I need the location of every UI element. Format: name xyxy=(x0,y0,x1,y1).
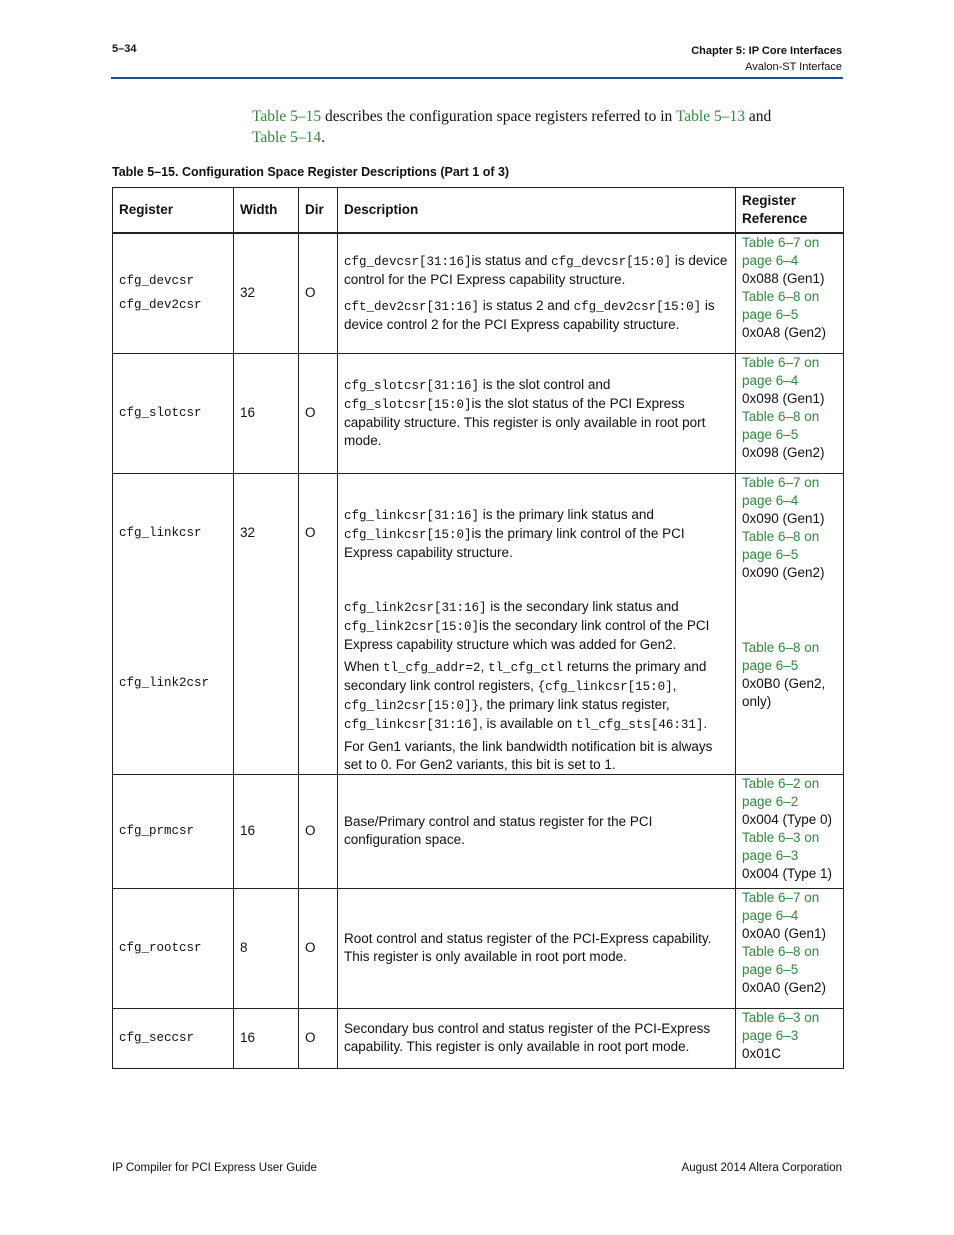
ref-link[interactable]: Table 6–8 on xyxy=(742,528,820,544)
ref-offset: only) xyxy=(742,693,772,709)
dir-cell: O xyxy=(299,1008,338,1068)
signal-name: tl_cfg_addr=2 xyxy=(383,660,481,675)
description-cell xyxy=(338,233,736,353)
ref-link[interactable]: page 6–4 xyxy=(742,492,799,508)
ref-offset: 0x098 (Gen1) xyxy=(742,390,825,406)
signal-name: cfg_dev2csr[15:0] xyxy=(573,300,702,315)
dir-value: O xyxy=(305,524,316,540)
running-header xyxy=(691,43,842,75)
footer-title: IP Compiler for PCI Express User Guide xyxy=(112,1162,317,1174)
desc-text: is the secondary link status and xyxy=(486,598,679,614)
col-dir: Dir xyxy=(299,188,338,234)
ref-link[interactable]: Table 6–2 on xyxy=(742,775,820,791)
ref-offset: 0x01C xyxy=(742,1045,782,1061)
ref-offset: 0x004 (Type 0) xyxy=(742,811,833,827)
signal-name: cfg_devcsr[15:0] xyxy=(551,255,672,270)
intro-text: and xyxy=(744,108,772,125)
width-cell xyxy=(234,473,299,774)
table-row xyxy=(113,473,844,774)
section-title: Avalon-ST Interface xyxy=(745,61,842,73)
signal-name: cfg_link2csr[15:0] xyxy=(344,619,480,634)
ref-offset: 0x004 (Type 1) xyxy=(742,865,833,881)
ref-link[interactable]: page 6–4 xyxy=(742,253,799,268)
ref-link[interactable]: page 6–4 xyxy=(742,907,799,923)
desc-text: , xyxy=(672,677,677,693)
register-cell: cfg_rootcsr xyxy=(113,888,234,1008)
description-cell: Secondary bus control and status register of the PCI-Express capability. This register is only available in root port mode. xyxy=(338,1008,736,1068)
reference-cell xyxy=(736,353,844,473)
dir-cell: O xyxy=(299,233,338,353)
intro-paragraph xyxy=(252,106,842,148)
dir-cell xyxy=(299,473,338,774)
desc-text: is status 2 and xyxy=(479,298,574,314)
signal-name: cfg_slotcsr[31:16] xyxy=(344,379,480,393)
page-number: 5–34 xyxy=(112,43,137,55)
desc-text: returns the primary and secondary link control registers, xyxy=(344,658,707,693)
intro-text: . xyxy=(321,129,325,146)
signal-name: cfg_link2csr[31:16] xyxy=(344,600,487,615)
col-width: Width xyxy=(234,188,299,234)
table-row xyxy=(113,888,844,1008)
ref-link[interactable]: page 6–3 xyxy=(742,847,799,863)
col-description: Description xyxy=(338,188,736,234)
desc-text: is the secondary link control of the PCI Express capability structure which was added for Gen2. xyxy=(344,617,710,652)
ref-link[interactable]: Table 6–8 on xyxy=(742,289,820,304)
signal-name: {cfg_linkcsr[15:0] xyxy=(537,679,673,694)
col-register: Register xyxy=(113,188,234,234)
desc-text: is the primary link status and xyxy=(479,506,654,522)
ref-link[interactable]: page 6–3 xyxy=(742,1027,799,1043)
desc-text: is the primary link control of the PCI Express capability structure. xyxy=(344,525,685,560)
width-cell: 16 xyxy=(234,353,299,473)
desc-text: For Gen1 variants, the link bandwidth notification bit is always set to 0. For Gen2 variants, this bit is set to 1. xyxy=(344,738,713,772)
register-cell xyxy=(113,233,234,353)
ref-offset: 0x0B0 (Gen2, xyxy=(742,675,826,691)
ref-offset: 0x088 (Gen1) xyxy=(742,271,825,286)
signal-name: cfg_linkcsr[15:0] xyxy=(344,527,472,542)
width-cell: 8 xyxy=(234,888,299,1008)
signal-name: cfg_linkcsr[31:16] xyxy=(344,717,480,732)
register-name: cfg_devcsr xyxy=(119,274,195,289)
ref-link[interactable]: Table 6–7 on xyxy=(742,474,820,490)
ref-link[interactable]: Table 6–7 on xyxy=(742,889,820,905)
ref-offset: 0x0A0 (Gen1) xyxy=(742,925,827,941)
register-name: cfg_linkcsr xyxy=(119,525,202,540)
register-cell: cfg_seccsr xyxy=(113,1008,234,1068)
register-cell: cfg_prmcsr xyxy=(113,774,234,888)
desc-text: is the slot control and xyxy=(479,377,611,392)
ref-link[interactable]: Table 6–7 on xyxy=(742,235,820,250)
footer-date-company: August 2014 Altera Corporation xyxy=(681,1162,842,1174)
ref-link[interactable]: Table 6–8 on xyxy=(742,943,820,959)
dir-cell: O xyxy=(299,353,338,473)
signal-name: tl_cfg_sts[46:31] xyxy=(575,717,704,732)
ref-link[interactable]: page 6–5 xyxy=(742,961,799,977)
chapter-title: Chapter 5: IP Core Interfaces xyxy=(691,45,842,57)
signal-name: cfg_devcsr[31:16] xyxy=(344,255,472,270)
desc-text: When xyxy=(344,658,384,674)
signal-name: cfg_linkcsr[31:16] xyxy=(344,508,480,523)
ref-link[interactable]: page 6–2 xyxy=(742,793,799,809)
register-name: cfg_dev2csr xyxy=(119,298,202,313)
signal-name: tl_cfg_ctl xyxy=(488,660,564,675)
desc-text: is device control for the PCI Express capability structure. xyxy=(344,253,728,288)
ref-link[interactable]: page 6–5 xyxy=(742,426,799,442)
link-table-5-14[interactable]: Table 5–14 xyxy=(252,129,322,146)
description-cell: Root control and status register of the PCI-Express capability. This register is only available in root port mode. xyxy=(338,888,736,1008)
register-cell: cfg_slotcsr xyxy=(113,353,234,473)
desc-text: is device control 2 for the PCI Express capability structure. xyxy=(344,298,715,333)
table-row xyxy=(113,1008,844,1068)
table-row xyxy=(113,774,844,888)
ref-link[interactable]: page 6–5 xyxy=(742,307,799,322)
desc-text: is the slot status of the PCI Express capability structure. This register is only available in root port mode. xyxy=(344,396,706,448)
width-value: 32 xyxy=(240,524,256,540)
reference-cell xyxy=(736,1008,844,1068)
ref-offset: 0x0A0 (Gen2) xyxy=(742,979,827,995)
table-row xyxy=(113,353,844,473)
reference-cell xyxy=(736,473,844,774)
ref-link[interactable]: Table 6–3 on xyxy=(742,1009,820,1025)
description-cell: Base/Primary control and status register for the PCI configuration space. xyxy=(338,774,736,888)
signal-name: cfg_slotcsr[15:0] xyxy=(344,398,472,412)
width-cell: 32 xyxy=(234,233,299,353)
header-rule xyxy=(111,77,843,79)
ref-offset: 0x090 (Gen2) xyxy=(742,564,825,580)
description-cell xyxy=(338,473,736,774)
ref-link[interactable]: page 6–4 xyxy=(742,372,799,388)
link-table-5-15[interactable]: Table 5–15 xyxy=(252,108,322,125)
desc-text: . xyxy=(703,715,708,731)
width-cell: 16 xyxy=(234,1008,299,1068)
description-cell xyxy=(338,353,736,473)
width-cell: 16 xyxy=(234,774,299,888)
table-row xyxy=(113,233,844,353)
reference-cell xyxy=(736,888,844,1008)
ref-link[interactable]: Table 6–8 on xyxy=(742,408,820,424)
col-reference: Register Reference xyxy=(736,188,844,234)
ref-offset: 0x090 (Gen1) xyxy=(742,510,825,526)
reference-cell xyxy=(736,774,844,888)
register-cell xyxy=(113,473,234,774)
ref-link[interactable]: page 6–5 xyxy=(742,546,799,562)
register-name: cfg_link2csr xyxy=(119,675,210,690)
ref-link[interactable]: page 6–5 xyxy=(742,657,799,673)
link-table-5-13[interactable]: Table 5–13 xyxy=(675,108,745,125)
desc-text: , is available on xyxy=(479,715,576,731)
desc-text: , the primary link status register, xyxy=(479,696,670,712)
register-table xyxy=(112,187,843,1069)
dir-cell: O xyxy=(299,774,338,888)
dir-cell: O xyxy=(299,888,338,1008)
reference-cell xyxy=(736,233,844,353)
ref-offset: 0x0A8 (Gen2) xyxy=(742,325,827,340)
signal-name: cfg_lin2csr[15:0]} xyxy=(344,698,480,713)
ref-link[interactable]: Table 6–8 on xyxy=(742,639,820,655)
ref-link[interactable]: Table 6–7 on xyxy=(742,354,820,370)
ref-offset: 0x098 (Gen2) xyxy=(742,444,825,460)
intro-text: describes the configuration space registers referred to in xyxy=(321,108,676,125)
table-caption: Table 5–15. Configuration Space Register Descriptions (Part 1 of 3) xyxy=(112,165,510,179)
signal-name: cft_dev2csr[31:16] xyxy=(344,300,480,315)
desc-text: , xyxy=(480,658,489,674)
desc-text: is status and xyxy=(471,253,552,269)
table-header-row xyxy=(113,188,844,234)
ref-link[interactable]: Table 6–3 on xyxy=(742,829,820,845)
